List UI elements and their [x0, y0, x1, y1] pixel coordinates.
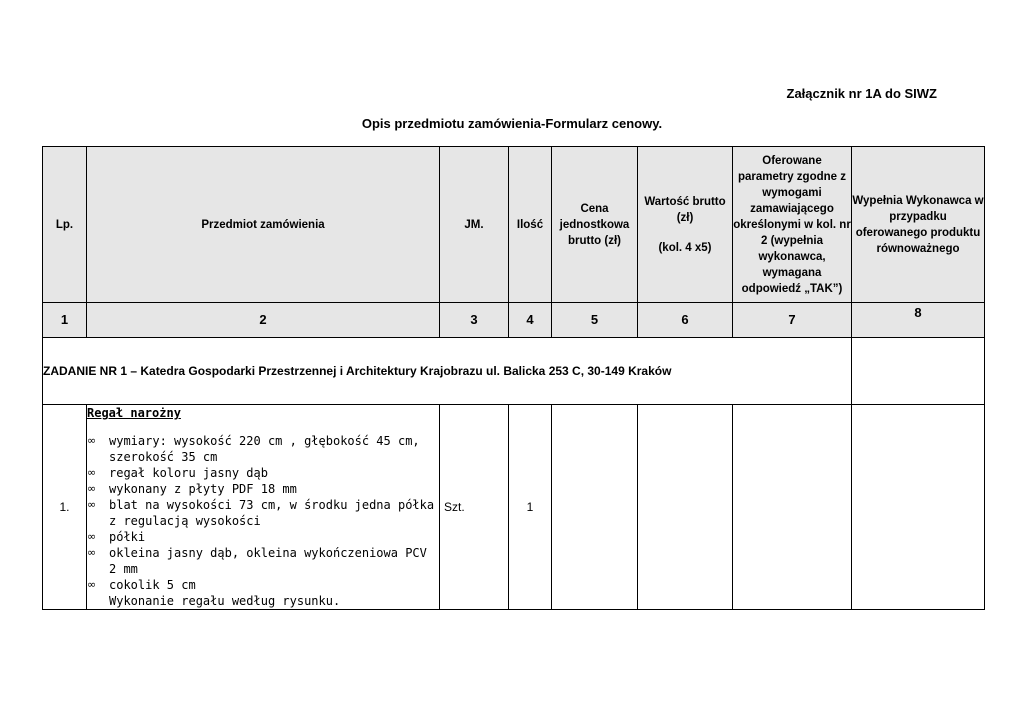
- infinity-bullet-icon: ∞: [87, 434, 97, 447]
- spec-item: ∞ półki: [87, 530, 146, 544]
- row-gross-value-cell[interactable]: [638, 405, 733, 610]
- col-header-item: Przedmiot zamówienia: [87, 147, 440, 303]
- task-empty-cell: [852, 338, 985, 405]
- col-number: 8: [852, 303, 985, 338]
- spec-item: ∞ blat na wysokości 73 cm, w środku jedna półka z regulacją wysokości: [87, 498, 435, 528]
- row-unit-price-cell[interactable]: [552, 405, 638, 610]
- gross-value-formula: (kol. 4 x5): [658, 241, 712, 254]
- infinity-bullet-icon: ∞: [87, 578, 97, 591]
- col-header-offered-params: Oferowane parametry zgodne z wymogami zamawiającego określonymi w kol. nr 2 (wypełnia wykonawca, wymagana odpowiedź „TAK”): [733, 147, 852, 303]
- row-unit: Szt.: [440, 405, 509, 610]
- spec-item: ∞ wymiary: wysokość 220 cm , głębokość 45 cm, szerokość 35 cm: [87, 434, 420, 464]
- col-number: 5: [552, 303, 638, 338]
- col-number: 4: [509, 303, 552, 338]
- col-number: 1: [43, 303, 87, 338]
- task-row: [43, 338, 985, 405]
- column-number-row: [43, 303, 985, 338]
- infinity-bullet-icon: ∞: [87, 530, 97, 543]
- row-offered-params-cell[interactable]: [733, 405, 852, 610]
- item-spec-list: [87, 433, 439, 593]
- annex-label: Załącznik nr 1A do SIWZ: [786, 86, 937, 101]
- col-header-unit-price: Cena jednostkowa brutto (zł): [552, 147, 638, 303]
- infinity-bullet-icon: ∞: [87, 546, 97, 559]
- col-number: 2: [87, 303, 440, 338]
- spec-item: ∞ regał koloru jasny dąb: [87, 466, 268, 480]
- infinity-bullet-icon: ∞: [87, 482, 97, 495]
- document-title: Opis przedmiotu zamówienia-Formularz cenowy.: [361, 116, 663, 131]
- spec-item: ∞ cokolik 5 cm: [87, 578, 196, 592]
- spec-item: ∞ wykonany z płyty PDF 18 mm: [87, 482, 297, 496]
- infinity-bullet-icon: ∞: [87, 498, 97, 511]
- col-header-equivalent: Wypełnia Wykonawca w przypadku oferowanego produktu równoważnego: [852, 147, 985, 303]
- col-header-lp: Lp.: [43, 147, 87, 303]
- row-quantity: 1: [509, 405, 552, 610]
- spec-item: ∞ okleina jasny dąb, okleina wykończeniowa PCV 2 mm: [87, 546, 427, 576]
- task-title: ZADANIE NR 1 – Katedra Gospodarki Przestrzennej i Architektury Krajobrazu ul. Balicka 253 C, 30-149 Kraków: [43, 338, 852, 405]
- price-form-table: [42, 146, 985, 610]
- col-number: 7: [733, 303, 852, 338]
- item-note: Wykonanie regału według rysunku.: [109, 594, 341, 608]
- gross-value-label: Wartość brutto (zł): [644, 195, 726, 224]
- col-number: 6: [638, 303, 733, 338]
- col-header-quantity: Ilość: [509, 147, 552, 303]
- col-header-gross-value: [638, 147, 733, 303]
- col-header-unit: JM.: [440, 147, 509, 303]
- col-number: 3: [440, 303, 509, 338]
- row-equivalent-cell[interactable]: [852, 405, 985, 610]
- infinity-bullet-icon: ∞: [87, 466, 97, 479]
- table-header-row: [43, 147, 985, 303]
- table-row: [43, 405, 985, 610]
- item-title: Regał narożny: [87, 406, 181, 420]
- item-description: [87, 405, 440, 610]
- row-lp: 1.: [43, 405, 87, 610]
